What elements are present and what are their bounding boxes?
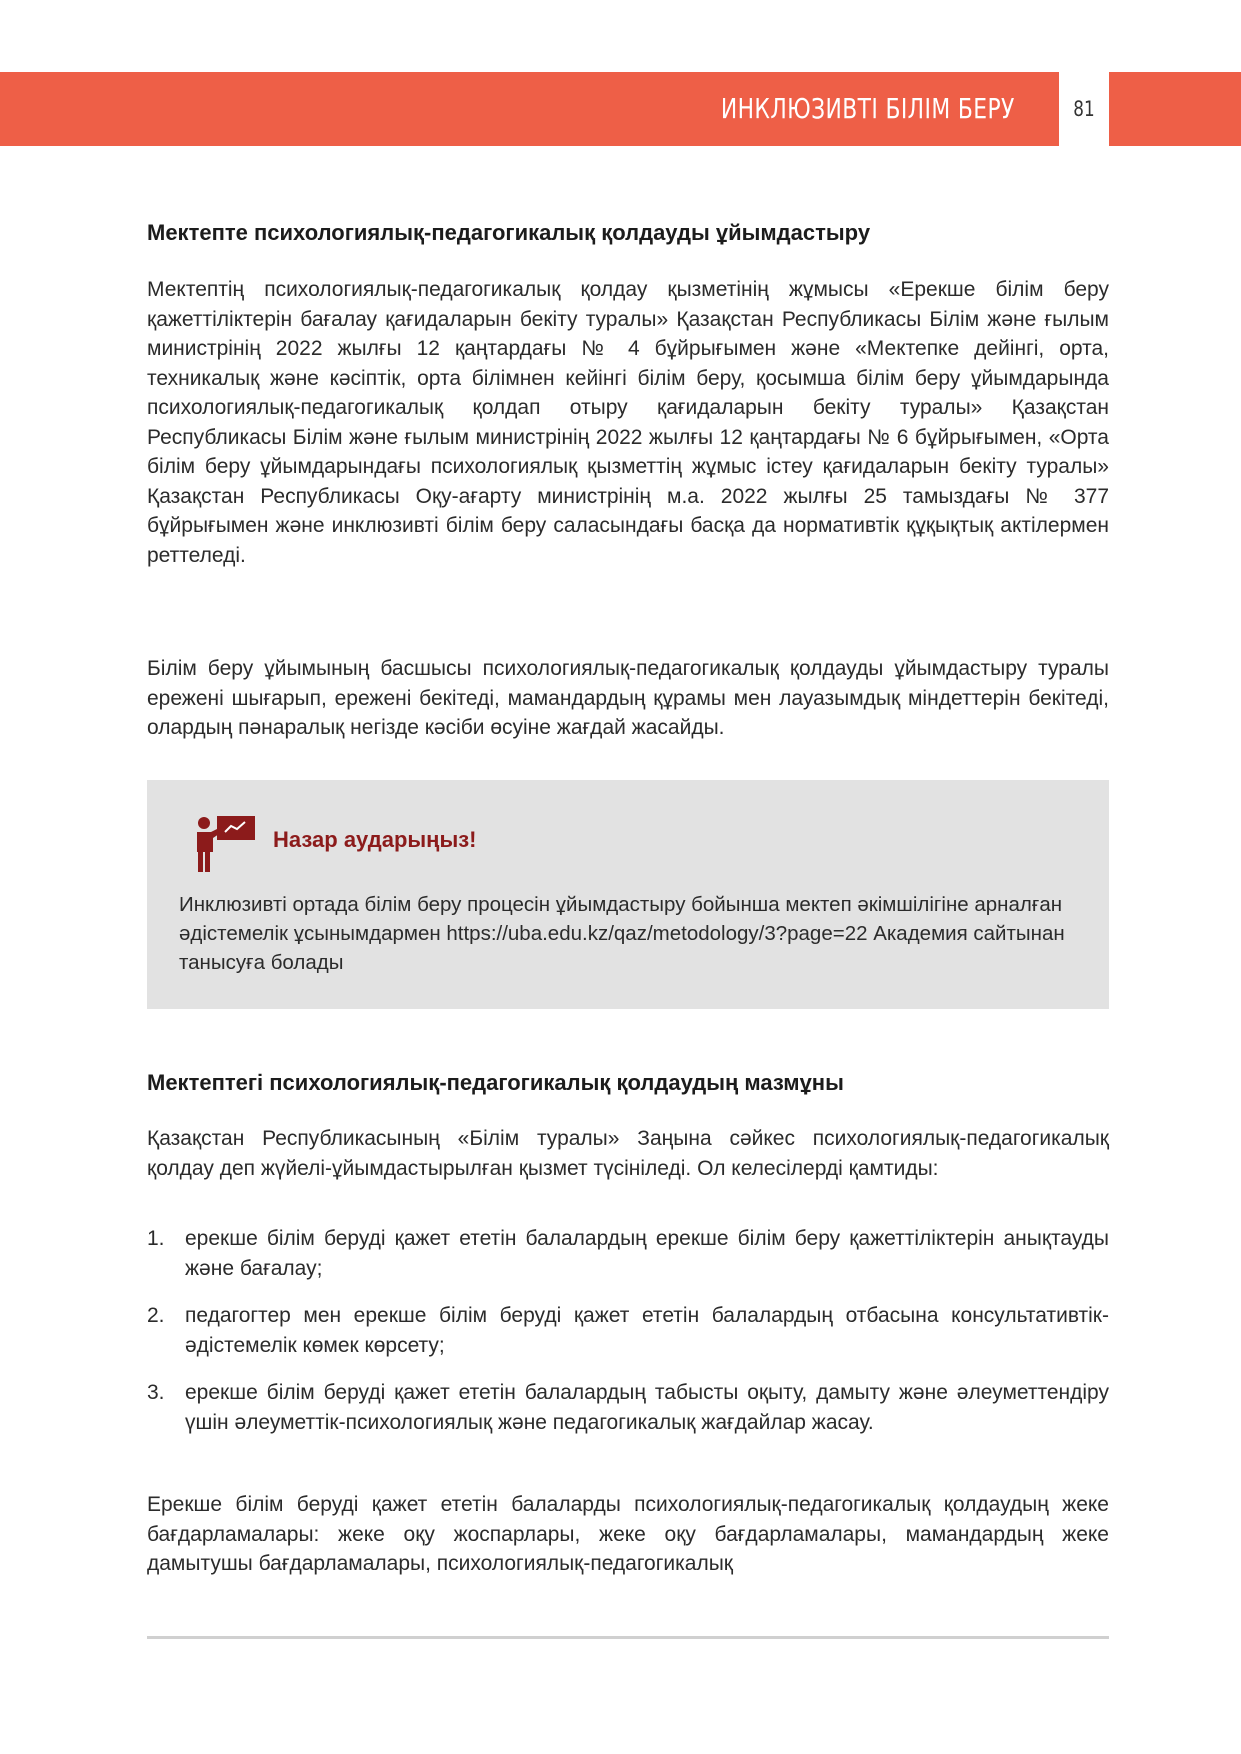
section-title: Мектептегі психологиялық-педагогикалық қолдаудың мазмұны [147, 1070, 844, 1095]
list-item-number: 1. [147, 1227, 165, 1250]
list-item [147, 1378, 1109, 1437]
body-paragraph: Білім беру ұйымының басшысы психологиялық-педагогикалық қолдауды ұйымдастыру туралы ережені шығарып, ережені бекітеді, мамандардың құрамы мен лауазымдық міндеттерін бекітеді, олардың пәнаралық негізде кәсіби өсуіне жағдай жасайды. [147, 657, 1109, 739]
attention-text: Инклюзивті ортада білім беру процесін ұйымдастыру бойынша мектеп әкімшілігіне арналған әдістемелік ұсынымдармен https://uba.edu.kz/qaz/metodology/3?page=22 Академия сайтынан танысуға болады [179, 893, 1065, 974]
list-item-text: педагогтер мен ерекше білім беруді қажет ететін балалардың отбасына консультативтік-әдістемелік көмек көрсету; [185, 1304, 1109, 1357]
list-item [147, 1301, 1109, 1360]
header-bar [0, 72, 1059, 146]
page-number: 81 [1073, 97, 1095, 121]
header-bar-accent [1109, 72, 1241, 146]
body-paragraph: Мектептің психологиялық-педагогикалық қолдау қызметінің жұмысы «Ерекше білім беру қажеттіліктерін бағалау қағидаларын бекіту туралы» Қазақстан Республикасы Білім және ғылым министрінің 2022 жылғы 12 қаңтардағы № 4 бұйрығымен және «Мектепке дейінгі, орта, техникалық және кәсіптік, орта білімнен кейінгі білім беру, қосымша білім беру ұйымдарында психологиялық-педагогикалық қолдап отыру қағидаларын бекіту туралы» Қазақстан Республикасы Білім және ғылым министрінің 2022 жылғы 12 қаңтардағы № 6 бұйрығымен, «Орта білім беру ұйымдарындағы психологиялық қызметтің жұмыс істеу қағидаларын бекіту туралы» Қазақстан Республикасы Оқу-ағарту министрінің м.а. 2022 жылғы 25 тамыздағы № 377 бұйрығымен және инклюзивті білім беру саласындағы басқа да нормативтік құқықтық актілермен реттеледі. [147, 278, 1109, 567]
list-item [147, 1224, 1109, 1283]
attention-box [147, 780, 1109, 1009]
section-title: Мектепте психологиялық-педагогикалық қолдауды ұйымдастыру [147, 220, 871, 245]
footer-divider [147, 1636, 1109, 1639]
body-paragraph: Ерекше білім беруді қажет ететін балаларды психологиялық-педагогикалық қолдаудың жеке бағдарламалары: жеке оқу жоспарлары, жеке оқу бағдарламалары, мамандардың жеке дамытушы бағдарламалары, психологиялық-педагогикалық [147, 1493, 1109, 1575]
list-item-number: 2. [147, 1304, 165, 1327]
attention-title: Назар аударыңыз! [273, 827, 477, 852]
list-item-text: ерекше білім беруді қажет ететін балалардың ерекше білім беру қажеттіліктерін анықтауды және бағалау; [185, 1227, 1109, 1280]
numbered-list [147, 1224, 1109, 1455]
header-title: ИНКЛЮЗИВТІ БІЛІМ БЕРУ [721, 92, 1015, 125]
list-item-number: 3. [147, 1381, 165, 1404]
teacher-presentation-icon [195, 814, 257, 874]
list-item-text: ерекше білім беруді қажет ететін балалардың табысты оқыту, дамыту және әлеуметтендіру үшін әлеуметтік-психологиялық және педагогикалық жағдайлар жасау. [185, 1381, 1109, 1434]
body-paragraph: Қазақстан Республикасының «Білім туралы» Заңына сәйкес психологиялық-педагогикалық қолдау деп жүйелі-ұйымдастырылған қызмет түсініледі. Ол келесілерді қамтиды: [147, 1127, 1109, 1180]
